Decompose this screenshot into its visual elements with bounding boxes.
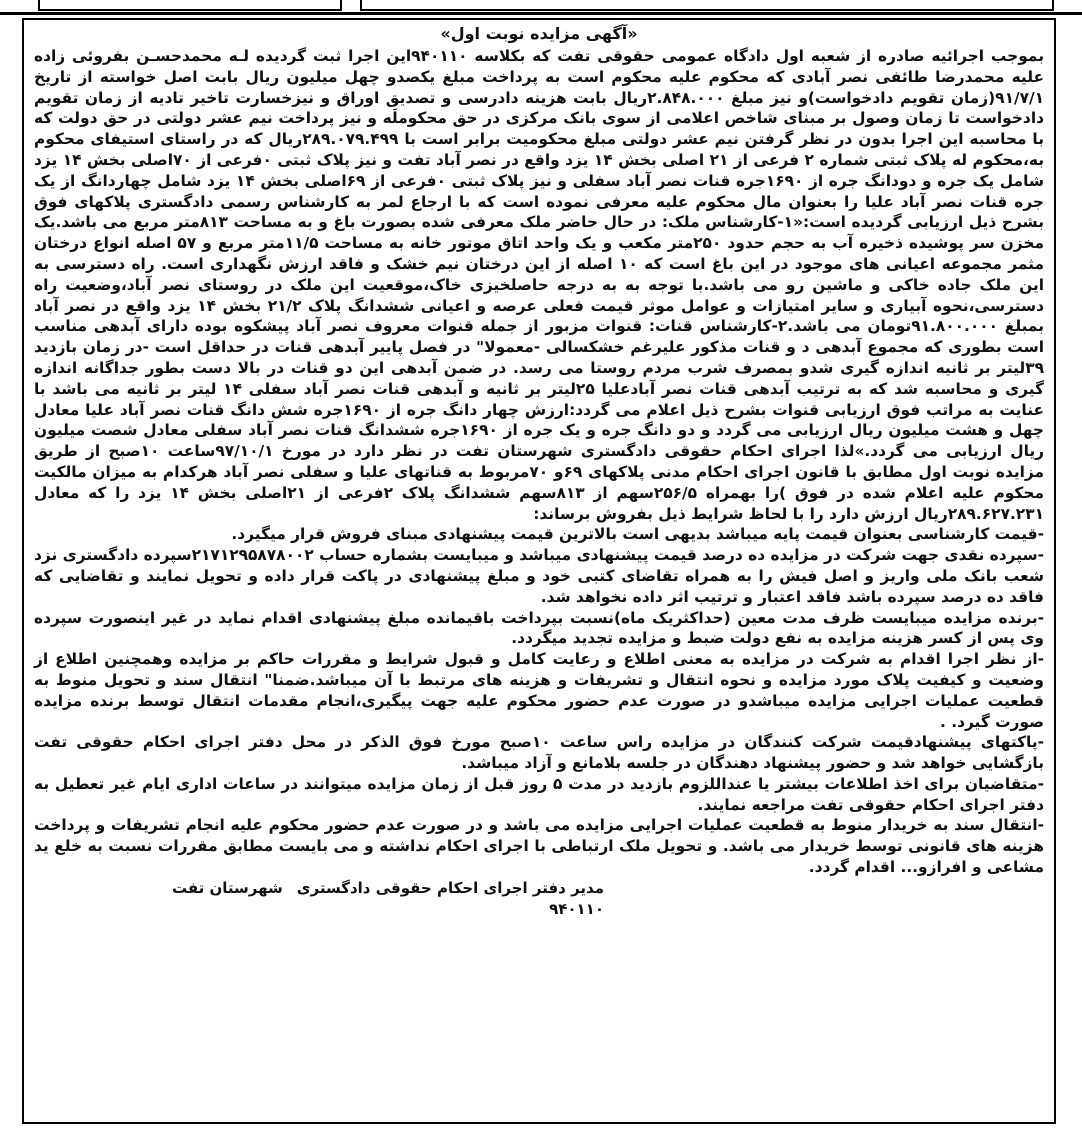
condition-item: -برنده مزایده میبایست ظرف مدت معین (حداکثریک ماه)نسبت بپرداخت باقیمانده مبلغ پیشنهادی اقدام نماید در غیر اینصورت سپرده وی پس از کسر هزینه مزایده به نفع دولت ضبط و مزایده تجدید میگردد. <box>34 608 1044 648</box>
condition-item: -قیمت کارشناسی بعنوان قیمت پایه میباشد بدیهی است بالاترین قیمت پیشنهادی مبنای فروش قرار میگیرد. <box>231 525 1044 544</box>
signature-title: مدیر دفتر اجرای احکام حقوقی دادگستری <box>296 878 604 897</box>
condition-item: -سپرده نقدی جهت شرکت در مزایده ده درصد قیمت پیشنهادی میباشد و میبایست بشماره حساب ۲۱۷۱۲۹۵۸۷۸۰۰۲سپرده دادگستری نزد شعب بانک ملی واریز و اصل فیش را به همراه تقاضای کتبی خود و مبلغ پیشنهادی در پاکت قرار داده و تحویل نمایند و تقاضایی که فاقد ده درصد سپرده باشد فاقد اعتبار و ترتیب اثر داده نخواهد شد. <box>34 546 1045 606</box>
condition-item: -پاکتهای پیشنهادقیمت شرکت کنندگان در مزایده راس ساعت ۱۰صبح مورخ فوق الذکر در محل دفتر اجرای احکام حقوقی تفت بازگشایی خواهد شد و حضور پیشنهاد دهندگان در جلسه بلامانع و آزاد میباشد. <box>34 733 1044 773</box>
condition-item: -متقاضیان برای اخذ اطلاعات بیشتر یا عنداللزوم بازدید در مدت ۵ روز قبل از زمان مزایده میتوانند در ساعات اداری ایام غیر تعطیل به دفتر اجرای احکام حقوقی تفت مراجعه نمایند. <box>34 774 1044 814</box>
signature-block <box>34 878 1044 899</box>
top-border-strip <box>0 0 1082 15</box>
ad-number: ۹۴۰۱۱۰ <box>549 899 604 918</box>
notice-body <box>34 46 1044 878</box>
signature-city: شهرستان تفت <box>171 878 283 897</box>
main-paragraph: بموجب اجرائیه صادره از شعبه اول دادگاه عمومی حقوقی تفت که بکلاسه ۹۴۰۱۱۰این اجرا ثبت گردیده لـه محمدحسـن بفروئی زاده علیه محمدرضا طائفی نصر آبادی که محکوم علیه محکوم است به پرداخت مبلغ یکصدو چهل میلیون ریال بابت اصل خواسته از تاریخ ۹۱/۷/۱(زمان تقویم دادخواست)و نیز مبلغ ۲.۸۴۸.۰۰۰ریال بابت هزینه دادرسی و تصدیق اوراق و نیزخسارت تاخیر تادیه از زمان تقویم دادخواست تا زمان وصول بر مبنای شاخص اعلامی از سوی بانک مرکزی در حق محکوملَه و نیز پرداخت نیم عشر دولتی در حق دولت که با محاسبه این اجرا بدون در نظر گرفتن نیم عشر دولتی مبلغ محکومیت برابر است با ۲۸۹.۰۷۹.۴۹۹ریال که در راستای استیفای محکوم به،محکوم له پلاک ثبتی شماره ۲ فرعی از ۲۱ اصلی بخش ۱۴ یزد واقع در نصر آباد تفت و نیز پلاک ثبتی ۰فرعی از ۷۰اصلی بخش ۱۴ یزد شامل یک جره و دودانگ جره از ۱۶۹۰جره قنات نصر آباد سفلی و نیز پلاک ثبتی ۰فرعی از ۶۹اصلی بخش ۱۴ یزد شامل چهاردانگ از یک جره قنات نصر آباد علیا را بعنوان مال محکوم علیه معرفی نموده است که با ارجاع لمر به کارشناس رسمی دادگستری پلاکهای فوق بشرح ذیل ارزیابی گردیده است:«۱-کارشناس ملک: در حال حاضر ملک معرفی شده بصورت باغ و به مساحت ۸۱۳متر مربع می باشد.یک مخزن سر پوشیده ذخیره آب به حجم حدود ۲۵۰متر مکعب و یک واحد اتاق موتور خانه به مساحت ۱۱/۵متر مربع و ۵۷ اصله انواع درختان مثمر مجموعه اعیانی های موجود در این باغ است که ۱۰ اصله از این درختان نیم خشک و فاقد ارزش نگهداری است. راه دسترسی به این ملک جاده خاکی و ماشین رو می باشد.با توجه به به درجه حاصلخیزی خاک،موقعیت این ملک در روستای نصر آباد،وضعیت راه دسترسی،نحوه آبیاری و سایر امتیازات و عوامل موثر قیمت فعلی عرصه و اعیانی ششدانگ پلاک ۲۱/۲ بخش ۱۴ یزد واقع در نصر آباد بمبلغ ۹۱.۸۰۰.۰۰۰تومان می باشد.۲-کارشناس قنات: قنوات مزبور از جمله قنوات معروف نصر آباد پیشکوه بوده دارای آبدهی مناسب است بطوری که مجموع آبدهی د و قنات مذکور علیرغم خشکسالی -معمولا" در فصل پاییر آبدهی قنات در حداقل است -در زمان بازدید ۳۹لیتر بر ثانیه اندازه گیری شدو بمصرف شرب مردم روستا می رسد. در ضمن آبدهی این دو قنات در بالا دست بطور جداگانه اندازه گیری و محاسبه شد که به ترتیب آبدهی قنات نصر آبادعلیا ۲۵لیتر بر ثانیه و آبدهی قنات نصر آباد سفلی ۱۴ لیتر بر ثانیه می باشد با عنایت به مراتب فوق ارزیابی قنوات بشرح ذیل اعلام می گردد:ارزش چهار دانگ جره از ۱۶۹۰جره شش دانگ قنات نصر آباد علیا معادل چهل و هشت میلیون ریال ارزیابی می گردد و دو دانگ جره و یک جره از ۱۶۹۰جره ششدانگ قنات نصر آباد سفلی معادل شصت میلیون ریال ارزیابی می گردد.»لذا اجرای احکام حقوقی دادگستری شهرستان تفت در نظر دارد در مورخ ۹۷/۱۰/۱ساعت ۱۰صبح از طریق مزایده نوبت اول مطابق با قانون اجرای احکام مدنی پلاکهای ۶۹و ۷۰مربوط به قناتهای علیا و سفلی نصر آباد هرکدام به میزان مالکیت محکوم علیه اعلام شده در فوق )را بهمراه ۲۵۶/۵سهم از ۸۱۳سهم ششدانگ پلاک ۲فرعی از ۲۱اصلی بخش ۱۴ یزد را که معادل ۲۸۹.۶۲۷.۲۳۱ریال ارزش دارد را با لحاظ شرایط ذیل بفروش برساند: <box>34 47 1045 523</box>
condition-item: -انتقال سند به خریدار منوط به قطعیت عملیات اجرایی مزایده می باشد و در صورت عدم حضور محکوم علیه انجام تشریفات و پرداخت هزینه های قانونی توسط خریدار می باشد. و تحویل ملک ارتباطی با اجرای احکام نداشته و می بایست مطابق مقررات نسبت به خلع ید مشاعی و افرازو... اقدام گردد. <box>34 816 1044 877</box>
notice-title: «آگهی مزایده نوبت اول» <box>440 24 638 43</box>
top-right-box <box>360 0 1054 11</box>
auction-notice-frame <box>22 18 1056 1124</box>
conditions-list <box>34 524 1044 878</box>
condition-item: -از نظر اجرا اقدام به شرکت در مزایده به معنی اطلاع و رعایت کامل و قبول شرایط و مقررات حاکم بر مزایده وهمچنین اطلاع از وضعیت و کیفیت پلاک مورد مزایده و نحوه انتقال و تشریفات و هزینه های مرتبط با آن میباشد.ضمنا" انتقال سند و تحویل منوط به قطعیت عملیات اجرایی مزایده میباشدو در صورت عدم حضور محکوم علیه جهت پیگیری،انجام مقدمات انتقال توسط برنده مزایده صورت گیرد. . <box>34 650 1044 731</box>
top-left-box <box>38 0 342 11</box>
